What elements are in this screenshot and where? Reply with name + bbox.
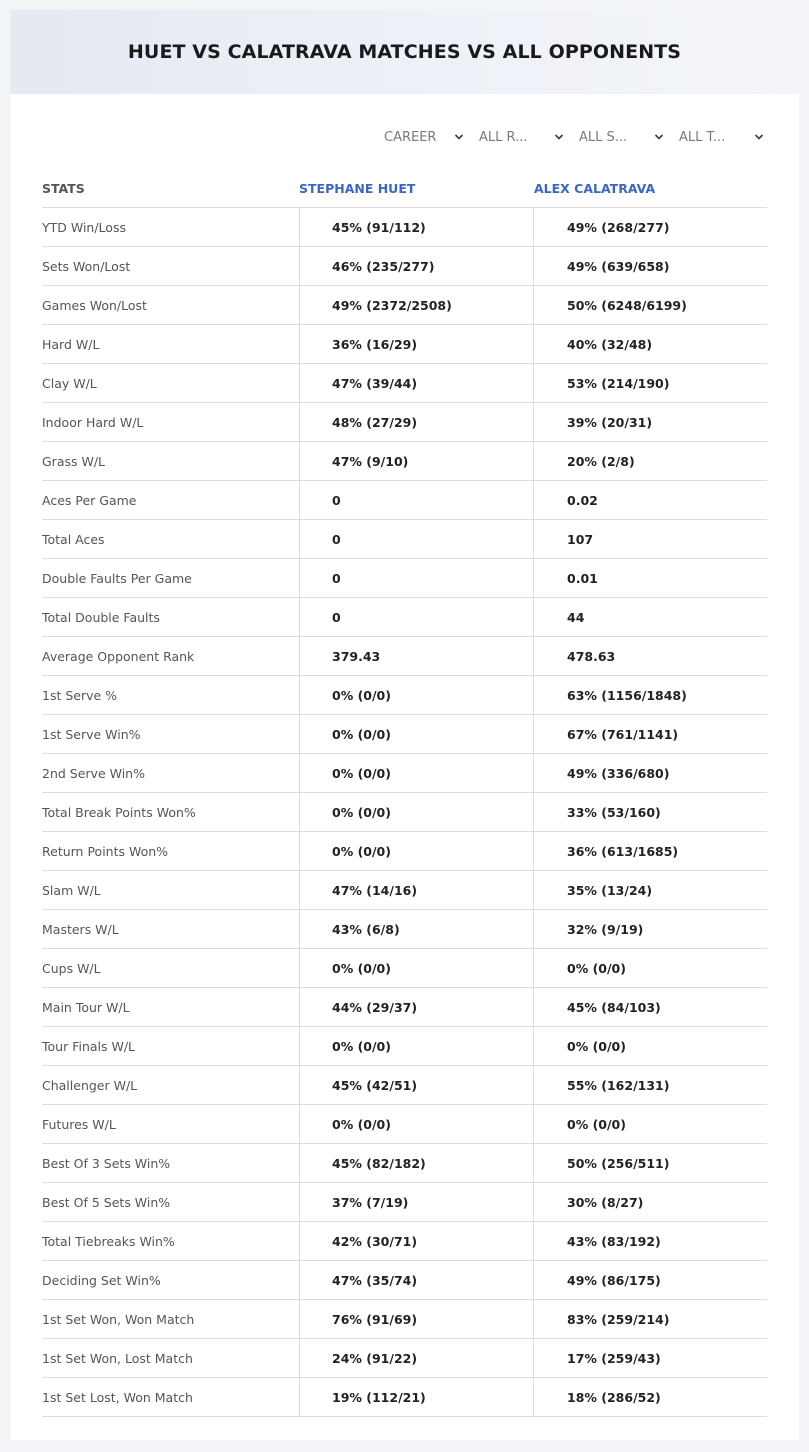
table-row bbox=[42, 1378, 767, 1417]
stat-label: Slam W/L bbox=[42, 883, 101, 898]
player1-value: 24% (91/22) bbox=[299, 1339, 534, 1377]
stat-label: 1st Set Lost, Won Match bbox=[42, 1390, 193, 1405]
table-row bbox=[42, 1066, 767, 1105]
filter-tournament-select[interactable] bbox=[679, 126, 764, 148]
table-row bbox=[42, 754, 767, 793]
table-row bbox=[42, 637, 767, 676]
stats-card bbox=[10, 10, 799, 1440]
table-row bbox=[42, 481, 767, 520]
player1-value: 37% (7/19) bbox=[299, 1183, 534, 1221]
filter-round-value: ALL R... bbox=[479, 129, 528, 145]
table-row bbox=[42, 1144, 767, 1183]
player2-value: 0% (0/0) bbox=[533, 949, 767, 987]
stat-label: Challenger W/L bbox=[42, 1078, 138, 1093]
stat-label: Grass W/L bbox=[42, 454, 106, 469]
table-row bbox=[42, 1339, 767, 1378]
table-row bbox=[42, 559, 767, 598]
stat-label: Futures W/L bbox=[42, 1117, 116, 1132]
table-row bbox=[42, 1183, 767, 1222]
player1-value: 48% (27/29) bbox=[299, 403, 534, 441]
player1-value: 0 bbox=[299, 520, 534, 558]
stat-label: Aces Per Game bbox=[42, 493, 137, 508]
table-row bbox=[42, 286, 767, 325]
table-row bbox=[42, 1222, 767, 1261]
player1-value: 379.43 bbox=[299, 637, 534, 675]
player1-value: 0% (0/0) bbox=[299, 1105, 534, 1143]
stat-label: Hard W/L bbox=[42, 337, 100, 352]
stat-label: 2nd Serve Win% bbox=[42, 766, 145, 781]
player1-value: 47% (14/16) bbox=[299, 871, 534, 909]
player2-value: 40% (32/48) bbox=[533, 325, 767, 363]
player2-value: 49% (336/680) bbox=[533, 754, 767, 792]
table-row bbox=[42, 403, 767, 442]
filter-surface-value: ALL S... bbox=[579, 129, 628, 145]
table-header bbox=[42, 170, 767, 208]
chevron-down-icon bbox=[654, 132, 664, 142]
header-banner bbox=[10, 10, 799, 94]
player2-value: 49% (86/175) bbox=[533, 1261, 767, 1299]
player1-value: 42% (30/71) bbox=[299, 1222, 534, 1260]
player1-link[interactable]: STEPHANE HUET bbox=[299, 181, 416, 196]
filter-bar bbox=[10, 126, 799, 148]
stat-label: Cups W/L bbox=[42, 961, 101, 976]
player2-value: 44 bbox=[533, 598, 767, 636]
player2-value: 63% (1156/1848) bbox=[533, 676, 767, 714]
player2-value: 55% (162/131) bbox=[533, 1066, 767, 1104]
table-row bbox=[42, 949, 767, 988]
player2-value: 53% (214/190) bbox=[533, 364, 767, 402]
stat-label: Clay W/L bbox=[42, 376, 97, 391]
table-row bbox=[42, 598, 767, 637]
table-row bbox=[42, 1027, 767, 1066]
player1-value: 76% (91/69) bbox=[299, 1300, 534, 1338]
stats-table bbox=[42, 170, 767, 1417]
table-body bbox=[42, 208, 767, 1417]
stat-label: Total Tiebreaks Win% bbox=[42, 1234, 175, 1249]
player2-value: 50% (6248/6199) bbox=[533, 286, 767, 324]
player2-value: 478.63 bbox=[533, 637, 767, 675]
table-row bbox=[42, 832, 767, 871]
filter-surface-select[interactable] bbox=[579, 126, 664, 148]
player1-value: 45% (91/112) bbox=[299, 208, 534, 246]
stat-label: Double Faults Per Game bbox=[42, 571, 192, 586]
table-row bbox=[42, 793, 767, 832]
stat-label: Deciding Set Win% bbox=[42, 1273, 161, 1288]
player1-value: 0% (0/0) bbox=[299, 715, 534, 753]
player1-value: 45% (42/51) bbox=[299, 1066, 534, 1104]
player2-value: 67% (761/1141) bbox=[533, 715, 767, 753]
player2-value: 35% (13/24) bbox=[533, 871, 767, 909]
filter-round-select[interactable] bbox=[479, 126, 564, 148]
stat-label: Sets Won/Lost bbox=[42, 259, 131, 274]
page-title: HUET VS CALATRAVA MATCHES VS ALL OPPONENTS bbox=[127, 41, 682, 63]
player2-value: 39% (20/31) bbox=[533, 403, 767, 441]
table-row bbox=[42, 325, 767, 364]
stat-label: Best Of 5 Sets Win% bbox=[42, 1195, 171, 1210]
table-row bbox=[42, 988, 767, 1027]
player2-value: 45% (84/103) bbox=[533, 988, 767, 1026]
player1-value: 0% (0/0) bbox=[299, 676, 534, 714]
player1-value: 0 bbox=[299, 559, 534, 597]
player2-value: 33% (53/160) bbox=[533, 793, 767, 831]
stat-label: Indoor Hard W/L bbox=[42, 415, 144, 430]
player1-value: 0% (0/0) bbox=[299, 793, 534, 831]
chevron-down-icon bbox=[454, 132, 464, 142]
player1-value: 0% (0/0) bbox=[299, 754, 534, 792]
player1-value: 47% (39/44) bbox=[299, 364, 534, 402]
table-row bbox=[42, 520, 767, 559]
table-row bbox=[42, 676, 767, 715]
table-row bbox=[42, 364, 767, 403]
stat-label: 1st Set Won, Won Match bbox=[42, 1312, 195, 1327]
filter-period-select[interactable] bbox=[384, 126, 464, 148]
chevron-down-icon bbox=[754, 132, 764, 142]
player2-value: 0.01 bbox=[533, 559, 767, 597]
player2-value: 49% (639/658) bbox=[533, 247, 767, 285]
chevron-down-icon bbox=[554, 132, 564, 142]
player2-value: 49% (268/277) bbox=[533, 208, 767, 246]
player2-value: 43% (83/192) bbox=[533, 1222, 767, 1260]
table-row bbox=[42, 208, 767, 247]
stat-label: Total Aces bbox=[42, 532, 105, 547]
table-row bbox=[42, 247, 767, 286]
stat-label: 1st Serve % bbox=[42, 688, 118, 703]
player2-value: 18% (286/52) bbox=[533, 1378, 767, 1416]
player2-value: 83% (259/214) bbox=[533, 1300, 767, 1338]
stat-label: Average Opponent Rank bbox=[42, 649, 195, 664]
stat-label: Total Double Faults bbox=[42, 610, 160, 625]
player1-value: 45% (82/182) bbox=[299, 1144, 534, 1182]
player1-value: 49% (2372/2508) bbox=[299, 286, 534, 324]
player2-value: 50% (256/511) bbox=[533, 1144, 767, 1182]
filter-period-value: CAREER bbox=[384, 129, 437, 145]
player1-value: 47% (35/74) bbox=[299, 1261, 534, 1299]
player1-value: 0 bbox=[299, 481, 534, 519]
player2-value: 107 bbox=[533, 520, 767, 558]
player2-value: 30% (8/27) bbox=[533, 1183, 767, 1221]
player2-value: 17% (259/43) bbox=[533, 1339, 767, 1377]
player1-value: 47% (9/10) bbox=[299, 442, 534, 480]
player2-value: 0% (0/0) bbox=[533, 1027, 767, 1065]
player1-value: 0% (0/0) bbox=[299, 832, 534, 870]
player1-value: 0 bbox=[299, 598, 534, 636]
stat-label: Return Points Won% bbox=[42, 844, 169, 859]
stat-label: 1st Set Won, Lost Match bbox=[42, 1351, 193, 1366]
player2-value: 0.02 bbox=[533, 481, 767, 519]
stat-label: Games Won/Lost bbox=[42, 298, 147, 313]
player2-link[interactable]: ALEX CALATRAVA bbox=[534, 181, 656, 196]
table-row bbox=[42, 1300, 767, 1339]
table-row bbox=[42, 1261, 767, 1300]
player2-value: 32% (9/19) bbox=[533, 910, 767, 948]
stat-label: Best Of 3 Sets Win% bbox=[42, 1156, 171, 1171]
stat-label: Main Tour W/L bbox=[42, 1000, 130, 1015]
player1-value: 19% (112/21) bbox=[299, 1378, 534, 1416]
table-row bbox=[42, 871, 767, 910]
stat-label: 1st Serve Win% bbox=[42, 727, 141, 742]
stat-label: Total Break Points Won% bbox=[42, 805, 196, 820]
stats-column-header: STATS bbox=[42, 181, 85, 196]
player1-value: 44% (29/37) bbox=[299, 988, 534, 1026]
player2-value: 0% (0/0) bbox=[533, 1105, 767, 1143]
player1-value: 0% (0/0) bbox=[299, 949, 534, 987]
table-row bbox=[42, 1105, 767, 1144]
player1-value: 0% (0/0) bbox=[299, 1027, 534, 1065]
filter-tournament-value: ALL T... bbox=[679, 129, 726, 145]
player1-value: 43% (6/8) bbox=[299, 910, 534, 948]
table-row bbox=[42, 442, 767, 481]
table-row bbox=[42, 715, 767, 754]
table-row bbox=[42, 910, 767, 949]
stat-label: Tour Finals W/L bbox=[42, 1039, 136, 1054]
player1-value: 46% (235/277) bbox=[299, 247, 534, 285]
player2-value: 36% (613/1685) bbox=[533, 832, 767, 870]
stat-label: Masters W/L bbox=[42, 922, 119, 937]
stat-label: YTD Win/Loss bbox=[42, 220, 126, 235]
player2-value: 20% (2/8) bbox=[533, 442, 767, 480]
player1-value: 36% (16/29) bbox=[299, 325, 534, 363]
